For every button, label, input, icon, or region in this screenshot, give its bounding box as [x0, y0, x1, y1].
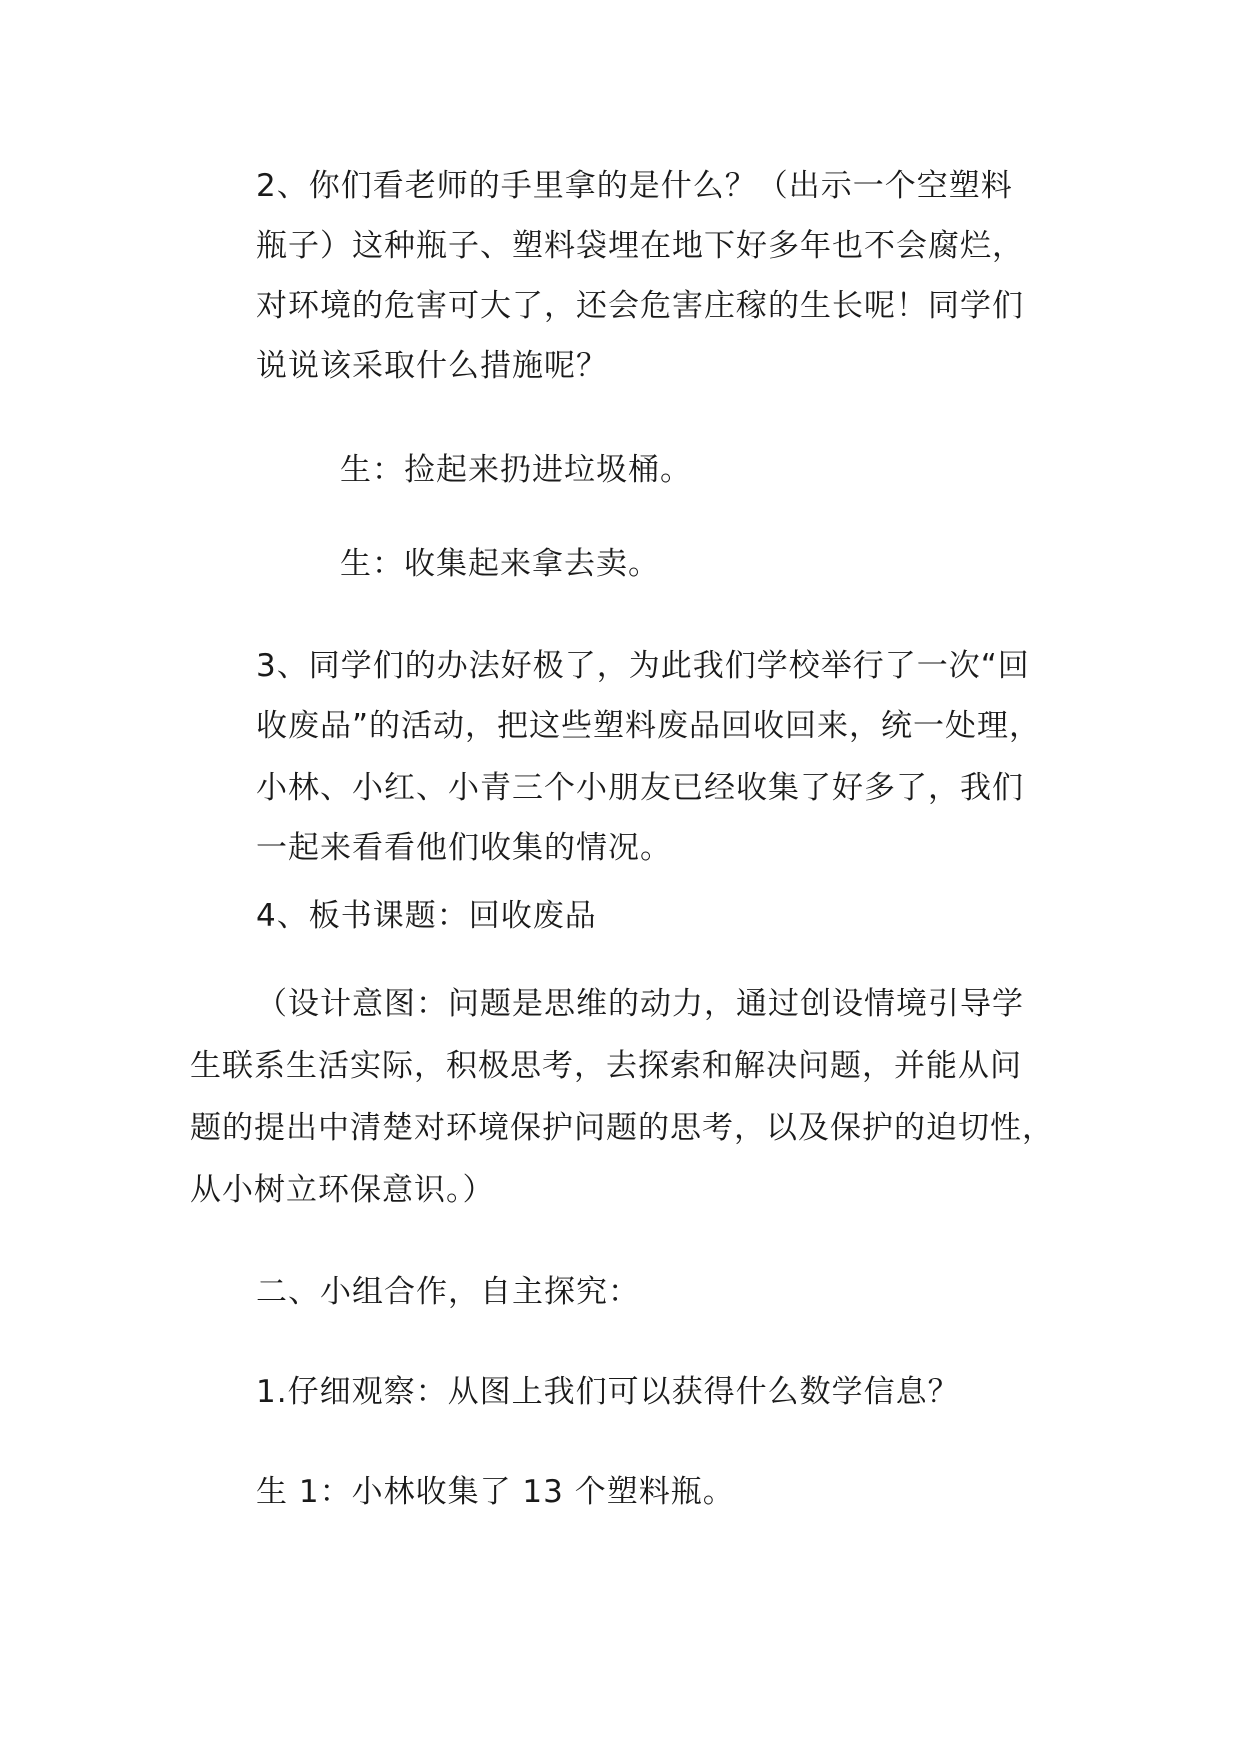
student-answer: 生：收集起来拿去卖。 [340, 546, 660, 582]
text-line: 3、同学们的办法好极了，为此我们学校举行了一次“回 [256, 648, 1030, 684]
text-line: 从小树立环保意识。） [190, 1172, 495, 1208]
text-line: 生联系生活实际，积极思考，去探索和解决问题，并能从问 [190, 1048, 1022, 1084]
text-line: 小林、小红、小青三个小朋友已经收集了好多了，我们 [256, 770, 1024, 806]
student-1-answer: 生 1：小林收集了 13 个塑料瓶。 [256, 1474, 735, 1510]
text-line: 说说该采取什么措施呢？ [256, 348, 608, 384]
text-line: 对环境的危害可大了，还会危害庄稼的生长呢！同学们 [256, 288, 1024, 324]
section-heading: 二、小组合作，自主探究： [256, 1274, 640, 1310]
text-line: 题的提出中清楚对环境保护问题的思考，以及保护的迫切性， [190, 1110, 1054, 1146]
text-line: 瓶子）这种瓶子、塑料袋埋在地下好多年也不会腐烂， [256, 228, 1024, 264]
text-line: 收废品”的活动，把这些塑料废品回收回来，统一处理， [256, 708, 1042, 744]
text-line: （设计意图：问题是思维的动力，通过创设情境引导学 [256, 986, 1024, 1022]
student-answer: 生：捡起来扔进垃圾桶。 [340, 452, 692, 488]
observation-prompt: 1.仔细观察：从图上我们可以获得什么数学信息？ [256, 1374, 960, 1410]
text-line: 2、你们看老师的手里拿的是什么？（出示一个空塑料 [256, 168, 1013, 204]
board-title-line: 4、板书课题：回收废品 [256, 898, 597, 934]
text-line: 一起来看看他们收集的情况。 [256, 830, 672, 866]
